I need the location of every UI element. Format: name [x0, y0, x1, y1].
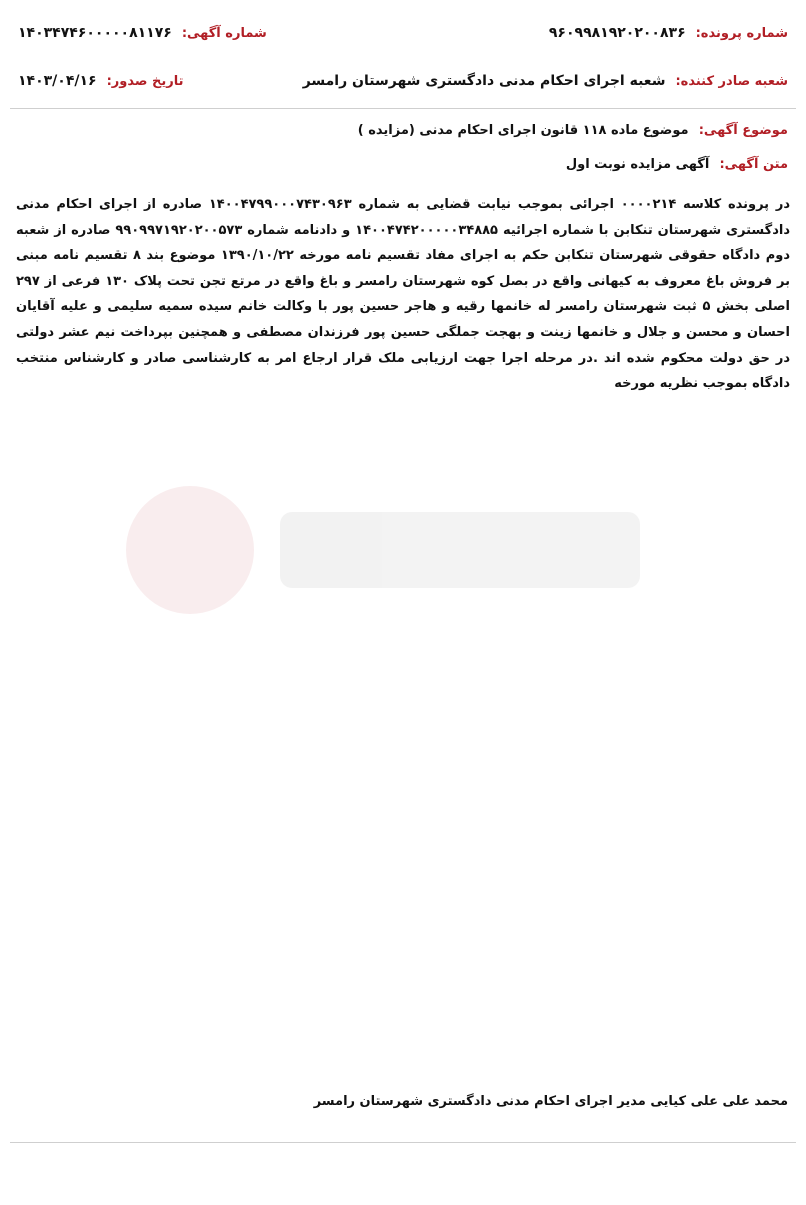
watermark-logo: [110, 400, 670, 700]
subject-label: موضوع آگهی:: [698, 123, 788, 138]
notice-text-line: [20, 154, 788, 176]
signature-line: محمد علی علی کیایی مدیر اجرای احکام مدنی دادگستری شهرستان رامسر: [313, 1094, 788, 1109]
notice-text-label: متن آگهی:: [719, 157, 788, 172]
notice-number-label: شماره آگهی:: [181, 25, 267, 41]
body-paragraph-1: در پرونده کلاسه ۰۰۰۰۲۱۴ اجرائی بموجب نیابت قضایی به شماره ۱۴۰۰۴۷۹۹۰۰۰۷۴۳۰۹۶۳ صادره از اجرای احکام مدنی دادگستری شهرستان تنکابن با شماره اجرائیه ۱۴۰۰۴۷۴۲۰۰۰۰۰۳۴۸۸۵ و دادنامه شماره ۹۹۰۹۹۷۱۹۲۰۲۰۰۵۷۳ صادره از شعبه دوم دادگاه حقوقی شهرستان تنکابن حکم به اجرای مفاد تقسیم نامه مورخه ۱۳۹۰/۱۰/۲۲ موضوع بند ۸ تقسیم نامه مبنی بر فروش باغ معروف به کیهانی واقع در بصل کوه شهرستان رامسر و باغ واقع در مرتع تجن تحت پلاک ۱۳۰ فرعی از ۲۹۷ اصلی بخش ۵ ثبت شهرستان رامسر له خانمها رقیه و هاجر حسین پور با وکالت خانم سیده سمیه سلیمی و علیه آقایان احسان و محسن و جلال و خانمها زینت و بهجت جملگی حسین پور فرزندان مصطفی و همچنین بپرداخت نیم عشر دولتی در حق دولت محکوم شده اند .در مرحله اجرا جهت ارزیابی ملک قرار ارجاع امر به کارشناسی صادر و کارشناس منتخب دادگاه بموجب نظریه مورخه: [16, 197, 791, 392]
issuer-value: شعبه اجرای احکام مدنی دادگستری شهرستان رامسر: [302, 73, 666, 89]
issue-date-label: تاریخ صدور:: [106, 73, 184, 89]
notice-body: [16, 192, 790, 407]
notice-number-value: ۱۴۰۳۴۷۴۶۰۰۰۰۰۸۱۱۷۶: [18, 25, 172, 41]
subject-line: [20, 120, 788, 142]
footer-divider: [10, 1142, 796, 1143]
subject-text: موضوع ماده ۱۱۸ قانون اجرای احکام مدنی (مزایده ): [357, 123, 689, 138]
watermark-shape: [126, 486, 640, 614]
file-number-label: شماره پرونده:: [695, 25, 788, 41]
notice-text-title: آگهی مزایده نوبت اول: [565, 157, 710, 172]
file-number-field: [549, 25, 788, 41]
file-number-value: ۹۶۰۹۹۸۱۹۲۰۲۰۰۸۳۶: [548, 25, 686, 41]
issuer-field: [303, 73, 788, 89]
issuer-label: شعبه صادر کننده:: [675, 73, 788, 89]
notice-number-field: [18, 25, 267, 41]
header-divider: [10, 108, 796, 109]
header-row-date-issuer: [18, 62, 788, 100]
issue-date-value: ۱۴۰۳/۰۴/۱۶: [18, 73, 97, 89]
header-row-numbers: [18, 14, 788, 52]
issue-date-field: [18, 73, 183, 89]
